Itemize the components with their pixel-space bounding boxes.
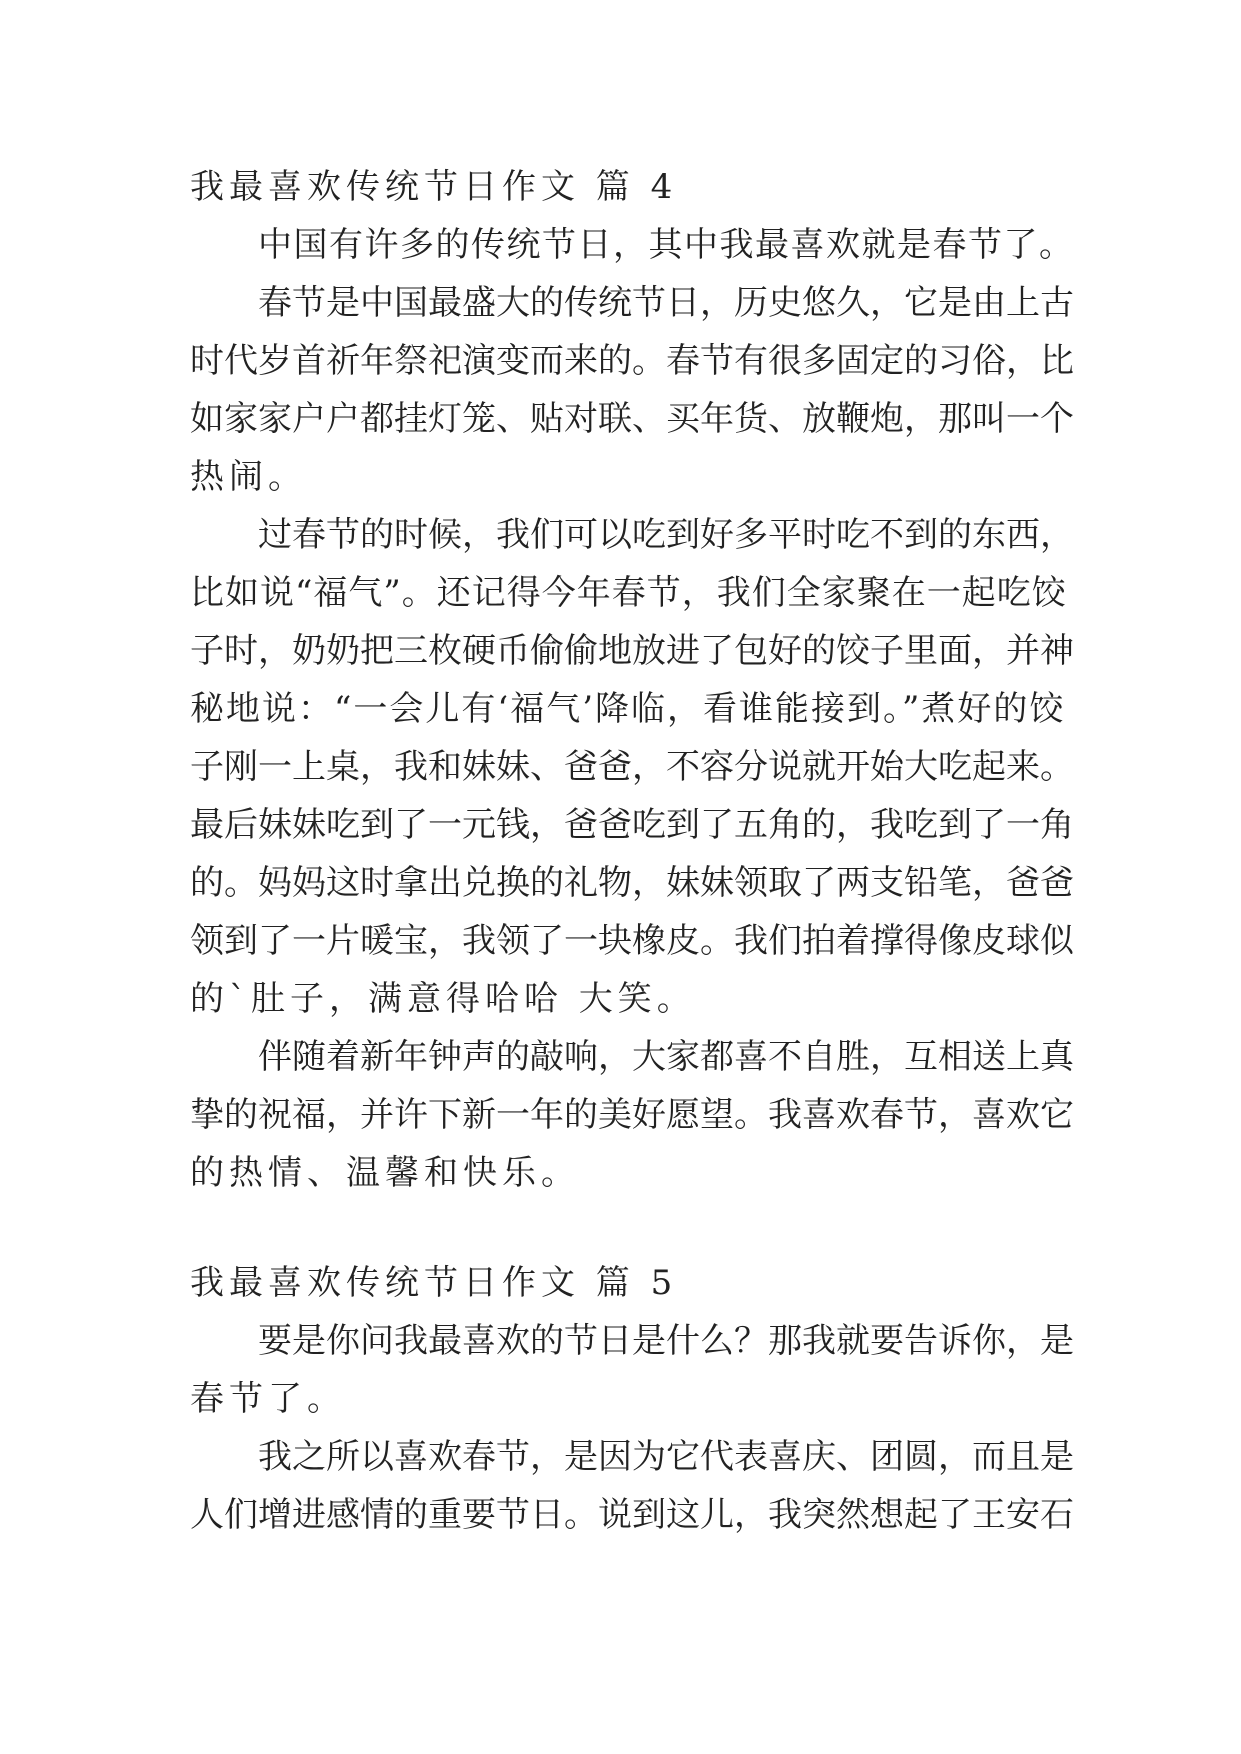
text-line: 的。妈妈这时拿出兑换的礼物，妹妹领取了两支铅笔，爸爸 bbox=[190, 863, 1074, 903]
text-line: 领到了一片暖宝，我领了一块橡皮。我们拍着撑得像皮球似 bbox=[190, 921, 1074, 961]
text-line: 挚的祝福，并许下新一年的美好愿望。我喜欢春节，喜欢它 bbox=[190, 1095, 1074, 1135]
text-line: 最后妹妹吃到了一元钱，爸爸吃到了五角的，我吃到了一角 bbox=[190, 805, 1074, 845]
text-line: 的热情、温馨和快乐。 bbox=[190, 1153, 580, 1193]
text-line: 春节了。 bbox=[190, 1379, 346, 1419]
text-line: 秘地说：“一会儿有‘福气’降临，看谁能接到。”煮好的饺 bbox=[190, 689, 1066, 729]
text-line: 如家家户户都挂灯笼、贴对联、买年货、放鞭炮，那叫一个 bbox=[190, 399, 1074, 439]
text-line: 热闹。 bbox=[190, 457, 307, 497]
text-line: 的`肚子，满意得哈哈 大笑。 bbox=[190, 979, 696, 1019]
text-line: 要是你问我最喜欢的节日是什么？那我就要告诉你，是 bbox=[258, 1321, 1074, 1361]
section-heading-4: 我最喜欢传统节日作文 篇 4 bbox=[190, 167, 678, 207]
text-line: 中国有许多的传统节日，其中我最喜欢就是春节了。 bbox=[258, 225, 1075, 265]
text-line: 伴随着新年钟声的敲响，大家都喜不自胜，互相送上真 bbox=[258, 1037, 1074, 1077]
text-line: 人们增进感情的重要节日。说到这儿，我突然想起了王安石 bbox=[190, 1495, 1074, 1535]
section-heading-5: 我最喜欢传统节日作文 篇 5 bbox=[190, 1263, 678, 1303]
text-line: 我之所以喜欢春节，是因为它代表喜庆、团圆，而且是 bbox=[258, 1437, 1074, 1477]
text-line: 子时，奶奶把三枚硬币偷偷地放进了包好的饺子里面，并神 bbox=[190, 631, 1074, 671]
text-line: 春节是中国最盛大的传统节日，历史悠久，它是由上古 bbox=[258, 283, 1074, 323]
text-line: 过春节的时候，我们可以吃到好多平时吃不到的东西， bbox=[258, 515, 1074, 555]
text-line: 时代岁首祈年祭祀演变而来的。春节有很多固定的习俗，比 bbox=[190, 341, 1074, 381]
text-line: 子刚一上桌，我和妹妹、爸爸，不容分说就开始大吃起来。 bbox=[190, 747, 1074, 787]
text-line: 比如说“福气”。还记得今年春节，我们全家聚在一起吃饺 bbox=[190, 573, 1067, 613]
